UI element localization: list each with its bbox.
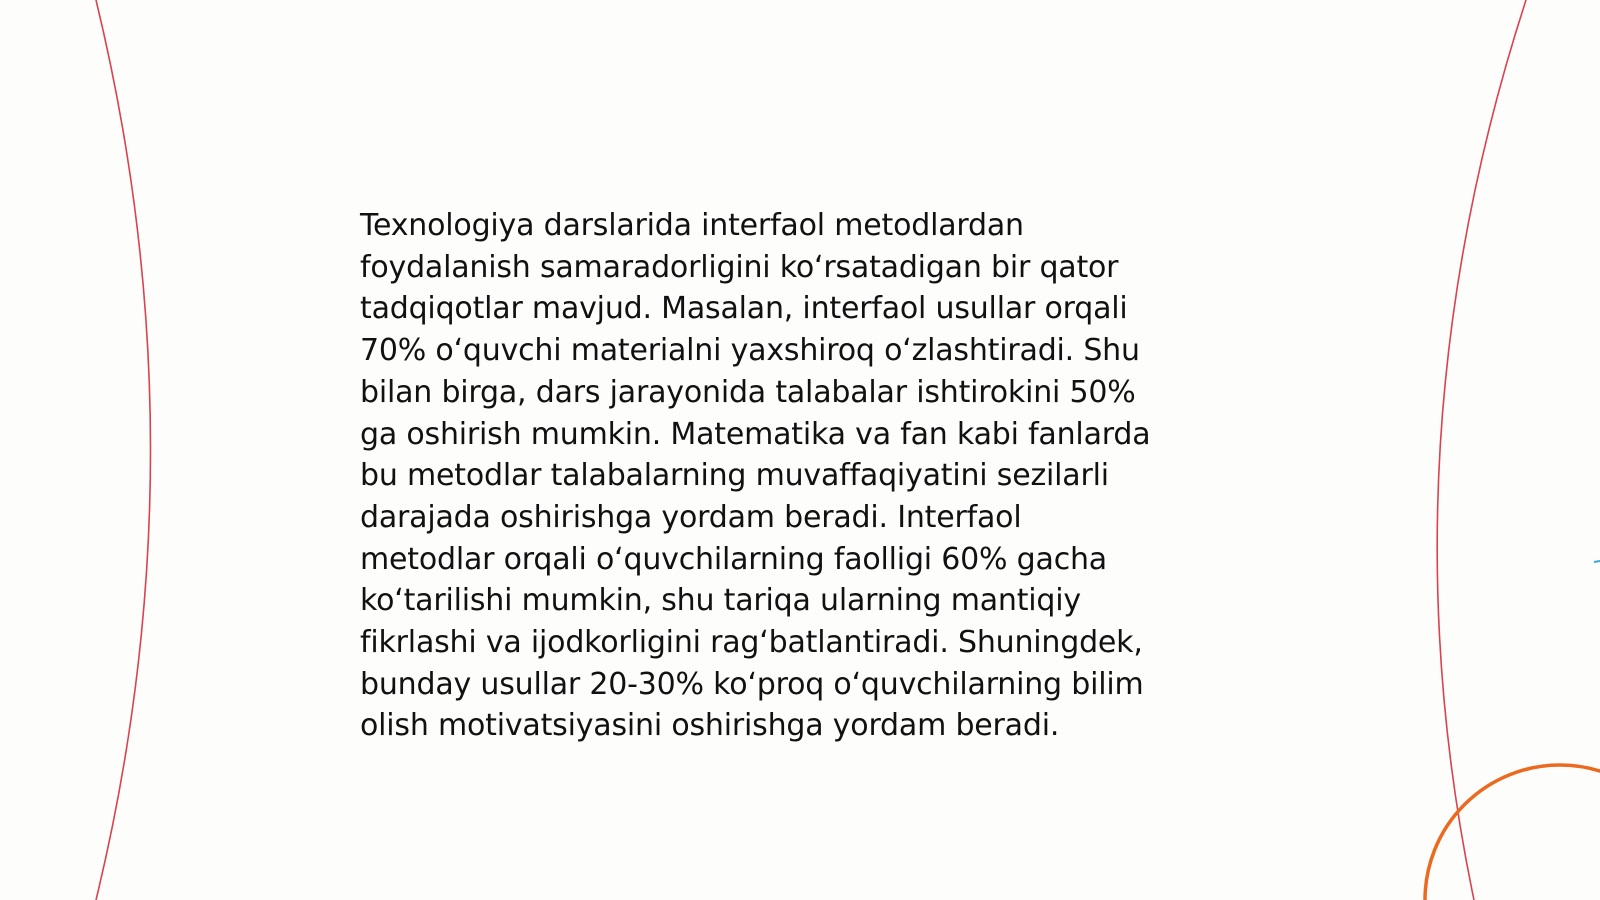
right-curve-decoration — [1437, 0, 1526, 900]
left-curve-decoration — [96, 0, 151, 900]
blue-accent-decoration — [1594, 561, 1600, 562]
slide-body-text: Texnologiya darslarida interfaol metodlardan foydalanish samaradorligini koʻrsatadigan bir qator tadqiqotlar mavjud. Masalan, interfaol usullar orqali 70% oʻquvchi materialni yaxshiroq oʻzlashtiradi. Shu bilan birga, dars jarayonida talabalar ishtirokini 50% ga oshirish mumkin. Matematika va fan kabi fanlarda bu metodlar talabalarning muvaffaqiyatini sezilarli darajada oshirishga yordam beradi. Interfaol metodlar orqali oʻquvchilarning faolligi 60% gacha koʻtarilishi mumkin, shu tariqa ularning mantiqiy fikrlashi va ijodkorligini ragʻbatlantiradi. Shuningdek, bunday usullar 20-30% koʻproq oʻquvchilarning bilim olish motivatsiyasini oshirishga yordam beradi. — [360, 208, 1151, 744]
orange-circle-decoration — [1425, 765, 1600, 900]
